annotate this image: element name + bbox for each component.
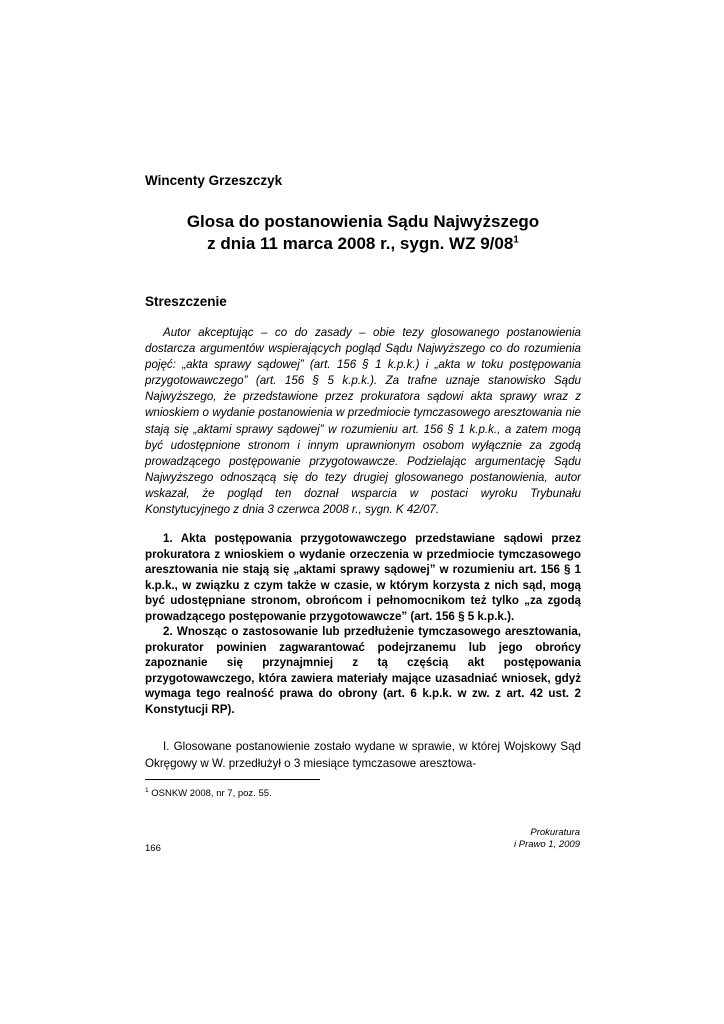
footnote-text: OSNKW 2008, nr 7, poz. 55. <box>148 788 272 799</box>
journal-name <box>430 827 580 851</box>
footnote <box>145 787 581 800</box>
theses-block <box>145 531 581 717</box>
section-heading: Streszczenie <box>145 294 227 309</box>
article-title <box>145 211 581 255</box>
article-title-line-1: Glosa do postanowienia Sądu Najwyższego <box>186 212 540 231</box>
body-paragraph: I. Glosowane postanowienie zostało wydane w sprawie, w której Wojskowy Sąd Okręgowy w W. przedłużył o 3 miesiące tymczasowe aresztowa- <box>145 740 581 770</box>
abstract-paragraph: Autor akceptując – co do zasady – obie tezy glosowanego postanowienia dostarcza argumentów wspierających pogląd Sądu Najwyższego co do rozumienia pojęć: „akta sprawy sądowej” (art. 156 § 1 k.p.k.) i „akta w toku postępowania przygotowawczego” (art. 156 § 5 k.p.k.). Za trafne uznaje stanowisko Sądu Najwyższego, że przedstawione przez prokuratora sądowi akta sprawy wraz z wnioskiem o wydanie postanowienia w przedmiocie tymczasowego aresztowania nie stają się „aktami sprawy sądowej” w rozumieniu art. 156 § 1 k.p.k., a zatem mogą być udostępnione stronom i innym uprawnionym osobom wyłącznie za zgodą prowadzącego postępowanie przygotowawcze. Podzielając argumentację Sądu Najwyższego odnoszącą się do tezy drugiej glosowanego postanowienia, autor wskazał, że pogląd ten doznał wsparcia w postaci wyroku Trybunału Konstytucyjnego z dnia 3 czerwca 2008 r., sygn. K 42/07. <box>145 326 581 517</box>
author-name: Wincenty Grzeszczyk <box>145 173 283 188</box>
thesis-2: 2. Wnosząc o zastosowanie lub przedłużenie tymczasowego aresztowania, prokurator powinien zagwarantować podejrzanemu lub jego obrońcy zapoznanie się przynajmniej z tą częścią akt postępowania przygotowawczego, która zawiera materiały mające uzasadniać wniosek, gdyż wymaga tego realność prawa do obrony (art. 6 k.p.k. w zw. z art. 42 ust. 2 Konstytucji RP). <box>145 625 581 716</box>
journal-name-line-2: i Prawo 1, 2009 <box>513 839 580 850</box>
article-title-line-2-text: z dnia 11 marca 2008 r., sygn. WZ 9/08 <box>207 234 514 253</box>
journal-name-line-1: Prokuratura <box>530 827 580 838</box>
footnote-mark: 1 <box>145 786 149 794</box>
page-number: 166 <box>145 843 161 854</box>
title-footnote-mark: 1 <box>513 234 519 246</box>
footnote-divider <box>145 779 320 780</box>
article-title-line-2 <box>145 233 581 255</box>
thesis-1: 1. Akta postępowania przygotowawczego przedstawiane sądowi przez prokuratora z wnioskiem o wydanie orzeczenia w przedmiocie tymczasowego aresztowania nie stają się „aktami sprawy sądowej” w rozumieniu art. 156 § 1 k.p.k., w związku z czym także w czasie, w którym korzysta z nich sąd, mogą być udostępniane stronom, obrońcom i pełnomocnikom też tylko „za zgodą prowadzącego postępowanie przygotowawcze” (art. 156 § 5 k.p.k.). <box>145 532 581 623</box>
